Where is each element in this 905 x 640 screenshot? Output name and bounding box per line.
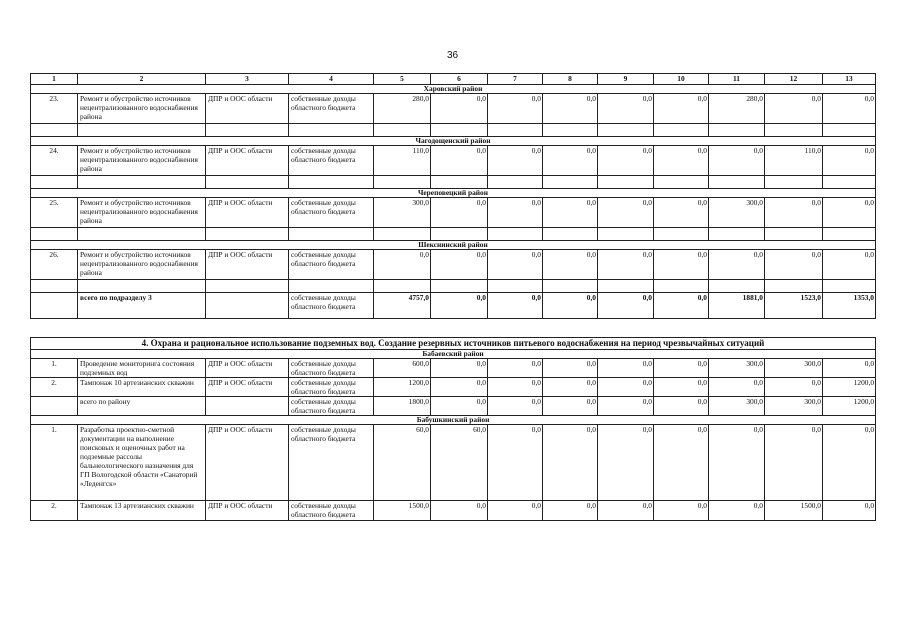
- value-cell: 0,0: [543, 501, 598, 521]
- empty-cell: [765, 228, 823, 241]
- value-cell: 0,0: [488, 146, 543, 176]
- empty-cell: [206, 293, 289, 319]
- column-number: 9: [598, 74, 654, 85]
- district-header-row: [31, 137, 876, 146]
- value-cell: 0,0: [598, 198, 654, 228]
- column-number: 4: [289, 74, 374, 85]
- value-cell: 0,0: [654, 425, 709, 501]
- district-name: Бабушкинский район: [31, 416, 876, 425]
- value-cell: 1200,0: [823, 378, 876, 397]
- section-title: 4. Охрана и рациональное использование подземных вод. Создание резервных источников питьевого водоснабжения на период чрезвычайных ситуаций: [31, 338, 876, 350]
- value-cell: 0,0: [431, 293, 488, 319]
- empty-cell: [374, 176, 431, 189]
- measure-name: Ремонт и обустройство источников нецентрализованного водоснабжения района: [78, 198, 206, 228]
- value-cell: 300,0: [709, 359, 765, 378]
- empty-cell: [431, 280, 488, 293]
- district-header-row: [31, 85, 876, 94]
- value-cell: 0,0: [709, 250, 765, 280]
- value-cell: 0,0: [823, 198, 876, 228]
- row-number: 24.: [31, 146, 78, 176]
- empty-cell: [374, 280, 431, 293]
- table-row: [31, 146, 876, 176]
- value-cell: 0,0: [765, 425, 823, 501]
- empty-cell: [765, 176, 823, 189]
- value-cell: 1500,0: [765, 501, 823, 521]
- empty-cell: [765, 280, 823, 293]
- funding-source: собственные доходы областного бюджета: [289, 501, 374, 521]
- row-number: 23.: [31, 94, 78, 124]
- funding-source: собственные доходы областного бюджета: [289, 378, 374, 397]
- funding-source: собственные доходы областного бюджета: [289, 397, 374, 416]
- value-cell: 0,0: [654, 293, 709, 319]
- table-row: [31, 198, 876, 228]
- value-cell: 0,0: [598, 293, 654, 319]
- empty-cell: [206, 176, 289, 189]
- value-cell: 0,0: [598, 146, 654, 176]
- value-cell: 1200,0: [823, 397, 876, 416]
- value-cell: 0,0: [654, 397, 709, 416]
- column-number: 3: [206, 74, 289, 85]
- row-number: 25.: [31, 198, 78, 228]
- empty-cell: [488, 280, 543, 293]
- value-cell: 0,0: [709, 501, 765, 521]
- empty-cell: [598, 228, 654, 241]
- value-cell: 0,0: [598, 397, 654, 416]
- value-cell: 0,0: [654, 198, 709, 228]
- value-cell: 0,0: [598, 359, 654, 378]
- value-cell: 0,0: [488, 94, 543, 124]
- value-cell: 0,0: [543, 94, 598, 124]
- executor: ДПР и ООС области: [206, 198, 289, 228]
- empty-cell: [78, 176, 206, 189]
- total-row: [31, 293, 876, 319]
- value-cell: 0,0: [543, 198, 598, 228]
- funding-source: собственные доходы областного бюджета: [289, 359, 374, 378]
- column-number: 11: [709, 74, 765, 85]
- empty-cell: [598, 124, 654, 137]
- empty-cell: [543, 124, 598, 137]
- empty-cell: [765, 124, 823, 137]
- empty-cell: [598, 280, 654, 293]
- value-cell: 0,0: [709, 425, 765, 501]
- empty-cell: [289, 280, 374, 293]
- executor: ДПР и ООС области: [206, 146, 289, 176]
- empty-cell: [823, 228, 876, 241]
- value-cell: 0,0: [488, 425, 543, 501]
- spacer-row: [31, 176, 876, 189]
- empty-cell: [823, 280, 876, 293]
- measure-name: Разработка проектно-сметной документации на выполнение поисковых и оценочных работ на подземные рассолы бальнеологического назначения для ГП Вологодской области «Санаторий «Леденгск»: [78, 425, 206, 501]
- empty-cell: [654, 228, 709, 241]
- column-number: 13: [823, 74, 876, 85]
- executor: [206, 397, 289, 416]
- district-header-row: [31, 189, 876, 198]
- value-cell: 1523,0: [765, 293, 823, 319]
- value-cell: 1800,0: [374, 397, 431, 416]
- empty-cell: [289, 124, 374, 137]
- value-cell: 300,0: [374, 198, 431, 228]
- empty-cell: [709, 176, 765, 189]
- value-cell: 0,0: [654, 501, 709, 521]
- value-cell: 0,0: [543, 425, 598, 501]
- empty-cell: [654, 280, 709, 293]
- district-name: Харовский район: [31, 85, 876, 94]
- column-header-row: [31, 74, 876, 85]
- value-cell: 0,0: [654, 146, 709, 176]
- empty-cell: [709, 228, 765, 241]
- empty-cell: [823, 176, 876, 189]
- value-cell: 0,0: [654, 94, 709, 124]
- district-name: Чагодощенский район: [31, 137, 876, 146]
- executor: ДПР и ООС области: [206, 501, 289, 521]
- empty-cell: [431, 124, 488, 137]
- table-row: [31, 378, 876, 397]
- empty-cell: [78, 280, 206, 293]
- executor: ДПР и ООС области: [206, 359, 289, 378]
- empty-cell: [206, 228, 289, 241]
- value-cell: 0,0: [543, 146, 598, 176]
- empty-cell: [206, 280, 289, 293]
- empty-cell: [31, 280, 78, 293]
- empty-cell: [488, 228, 543, 241]
- value-cell: 0,0: [765, 94, 823, 124]
- value-cell: 0,0: [654, 378, 709, 397]
- empty-cell: [206, 124, 289, 137]
- value-cell: 0,0: [431, 501, 488, 521]
- funding-source: собственные доходы областного бюджета: [289, 94, 374, 124]
- value-cell: 0,0: [488, 501, 543, 521]
- section-title-row: [31, 338, 876, 350]
- table-row: [31, 425, 876, 501]
- row-number: 26.: [31, 250, 78, 280]
- value-cell: 0,0: [598, 378, 654, 397]
- column-number: 7: [488, 74, 543, 85]
- value-cell: 300,0: [765, 359, 823, 378]
- empty-cell: [431, 228, 488, 241]
- value-cell: 110,0: [765, 146, 823, 176]
- spacer-row: [31, 124, 876, 137]
- value-cell: 0,0: [431, 198, 488, 228]
- value-cell: 0,0: [543, 359, 598, 378]
- empty-cell: [78, 124, 206, 137]
- funding-source: собственные доходы областного бюджета: [289, 198, 374, 228]
- empty-cell: [543, 228, 598, 241]
- value-cell: 0,0: [488, 378, 543, 397]
- funding-source: собственные доходы областного бюджета: [289, 146, 374, 176]
- empty-cell: [289, 176, 374, 189]
- row-number: [31, 397, 78, 416]
- value-cell: 280,0: [374, 94, 431, 124]
- empty-cell: [374, 124, 431, 137]
- executor: ДПР и ООС области: [206, 94, 289, 124]
- value-cell: 0,0: [823, 425, 876, 501]
- value-cell: 600,0: [374, 359, 431, 378]
- empty-cell: [31, 228, 78, 241]
- column-number: 12: [765, 74, 823, 85]
- table-row: [31, 501, 876, 521]
- funding-source: собственные доходы областного бюджета: [289, 425, 374, 501]
- value-cell: 0,0: [488, 359, 543, 378]
- empty-cell: [31, 293, 78, 319]
- column-number: 5: [374, 74, 431, 85]
- value-cell: 0,0: [431, 250, 488, 280]
- measure-name: Ремонт и обустройство источников нецентрализованного водоснабжения района: [78, 250, 206, 280]
- empty-cell: [488, 176, 543, 189]
- column-number: 1: [31, 74, 78, 85]
- value-cell: 1353,0: [823, 293, 876, 319]
- executor: ДПР и ООС области: [206, 425, 289, 501]
- value-cell: 0,0: [543, 378, 598, 397]
- value-cell: 0,0: [823, 94, 876, 124]
- empty-cell: [289, 228, 374, 241]
- value-cell: 0,0: [709, 146, 765, 176]
- empty-cell: [431, 176, 488, 189]
- empty-cell: [488, 124, 543, 137]
- value-cell: 0,0: [654, 359, 709, 378]
- spacer-row: [31, 280, 876, 293]
- value-cell: 0,0: [765, 250, 823, 280]
- value-cell: 0,0: [598, 501, 654, 521]
- empty-cell: [823, 124, 876, 137]
- row-number: 2.: [31, 378, 78, 397]
- district-header-row: [31, 350, 876, 359]
- measure-name: Ремонт и обустройство источников нецентрализованного водоснабжения района: [78, 94, 206, 124]
- empty-cell: [543, 280, 598, 293]
- value-cell: 1500,0: [374, 501, 431, 521]
- spacer-row: [31, 228, 876, 241]
- measure-name: Тампонаж 10 артезианских скважин: [78, 378, 206, 397]
- value-cell: 0,0: [823, 146, 876, 176]
- empty-cell: [78, 228, 206, 241]
- value-cell: 0,0: [543, 397, 598, 416]
- value-cell: 0,0: [654, 250, 709, 280]
- empty-cell: [31, 176, 78, 189]
- column-number: 8: [543, 74, 598, 85]
- empty-cell: [374, 228, 431, 241]
- column-number: 10: [654, 74, 709, 85]
- value-cell: 0,0: [823, 250, 876, 280]
- table-row: [31, 397, 876, 416]
- measure-name: Ремонт и обустройство источников нецентрализованного водоснабжения района: [78, 146, 206, 176]
- district-header-row: [31, 416, 876, 425]
- value-cell: 110,0: [374, 146, 431, 176]
- funding-source: собственные доходы областного бюджета: [289, 293, 374, 319]
- table-row: [31, 250, 876, 280]
- value-cell: 0,0: [598, 425, 654, 501]
- empty-cell: [709, 280, 765, 293]
- value-cell: 1200,0: [374, 378, 431, 397]
- value-cell: 0,0: [488, 293, 543, 319]
- column-number: 2: [78, 74, 206, 85]
- empty-cell: [543, 176, 598, 189]
- district-name: Шекснинский район: [31, 241, 876, 250]
- empty-cell: [31, 124, 78, 137]
- program-table-part-3: [30, 73, 876, 319]
- empty-cell: [598, 176, 654, 189]
- value-cell: 0,0: [488, 397, 543, 416]
- table-row: [31, 359, 876, 378]
- row-number: 1.: [31, 359, 78, 378]
- table-row: [31, 94, 876, 124]
- value-cell: 0,0: [543, 250, 598, 280]
- district-header-row: [31, 241, 876, 250]
- value-cell: 0,0: [598, 250, 654, 280]
- value-cell: 300,0: [765, 397, 823, 416]
- page-number: 36: [446, 50, 459, 61]
- value-cell: 0,0: [431, 397, 488, 416]
- value-cell: 0,0: [431, 94, 488, 124]
- value-cell: 4757,0: [374, 293, 431, 319]
- total-label: всего по подразделу 3: [78, 293, 206, 319]
- column-number: 6: [431, 74, 488, 85]
- value-cell: 0,0: [488, 198, 543, 228]
- value-cell: 300,0: [709, 198, 765, 228]
- value-cell: 300,0: [709, 397, 765, 416]
- value-cell: 0,0: [374, 250, 431, 280]
- executor: ДПР и ООС области: [206, 378, 289, 397]
- funding-source: собственные доходы областного бюджета: [289, 250, 374, 280]
- executor: ДПР и ООС области: [206, 250, 289, 280]
- empty-cell: [654, 124, 709, 137]
- measure-name: Проведение мониторинга состояния подземных вод: [78, 359, 206, 378]
- empty-cell: [709, 124, 765, 137]
- value-cell: 60,0: [431, 425, 488, 501]
- value-cell: 0,0: [488, 250, 543, 280]
- value-cell: 0,0: [431, 359, 488, 378]
- district-name: Череповецкий район: [31, 189, 876, 198]
- value-cell: 0,0: [543, 293, 598, 319]
- value-cell: 280,0: [709, 94, 765, 124]
- value-cell: 0,0: [431, 378, 488, 397]
- row-number: 2.: [31, 501, 78, 521]
- value-cell: 0,0: [823, 501, 876, 521]
- value-cell: 0,0: [765, 198, 823, 228]
- value-cell: 0,0: [598, 94, 654, 124]
- program-table-section-4: [30, 337, 876, 521]
- value-cell: 60,0: [374, 425, 431, 501]
- district-name: Бабаевский район: [31, 350, 876, 359]
- value-cell: 0,0: [765, 378, 823, 397]
- measure-name: всего по району: [78, 397, 206, 416]
- measure-name: Тампонаж 13 артезианских скважин: [78, 501, 206, 521]
- value-cell: 1881,0: [709, 293, 765, 319]
- row-number: 1.: [31, 425, 78, 501]
- empty-cell: [654, 176, 709, 189]
- value-cell: 0,0: [709, 378, 765, 397]
- value-cell: 0,0: [431, 146, 488, 176]
- value-cell: 0,0: [823, 359, 876, 378]
